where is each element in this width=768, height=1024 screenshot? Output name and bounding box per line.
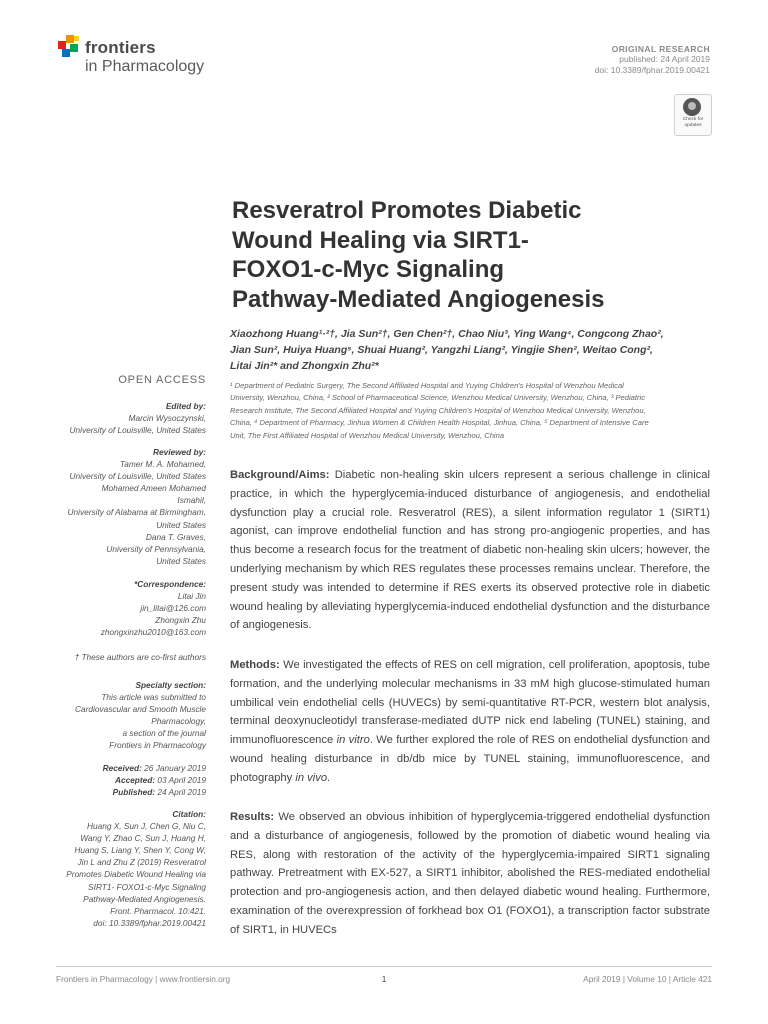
check-updates-icon bbox=[683, 98, 701, 116]
dates-section: Received: 26 January 2019 Accepted: 03 April 2019 Published: 24 April 2019 bbox=[102, 763, 206, 798]
citation-section: Citation: Huang X, Sun J, Chen G, Niu C, Wang Y, Zhao C, Sun J, Huang H, Huang S, Liang Y, Shen Y, Cong W, Jin L and Zhu Z (2019) Resveratrol Promotes Diabetic Wound Healing via SIRT1- FOXO1-c-Myc Signaling Pathway-Mediated Angiogenesis. Front. Pharmacol. 10:421. doi: 10.3389/fphar.2019.00421 bbox=[66, 809, 206, 928]
author-list: Xiaozhong Huang¹·²†, Jia Sun²†, Gen Chen²†, Chao Niu³, Ying Wang⁴, Congcong Zhao², Jian Sun², Huiya Huang⁵, Shuai Huang², Yangzhi Liang², Yingjie Shen², Weitao Cong², Litai Jin²* and Zhongxin Zhu²* bbox=[230, 328, 664, 372]
logo-journal-name: in Pharmacology bbox=[85, 58, 205, 75]
abstract-background: Background/Aims: Diabetic non-healing skin ulcers represent a serious challenge in clinical practice, in which the hyperglycemia-induced disturbance of angiogenesis, and endothelial dysfunction play a crucial role. Resveratrol (RES), a silent information regulator 1 (SIRT1) agonist, can improve endothelial function and has strong pro-angiogenic properties, and has thus become a research focus for the treatment of diabetic non-healing skin ulcers; however, the underlying mechanism by which RES regulates these processes remains unclear. Therefore, the present study was intended to determine if RES exerts its observed protective role in diabetic wound healing by alleviating hyperglycemia-induced endothelial dysfunction and the disturbance of angiogenesis. bbox=[230, 469, 710, 632]
footer-divider bbox=[56, 966, 712, 967]
co-first-note: † These authors are co-first authors bbox=[74, 652, 206, 662]
article-doi[interactable]: doi: 10.3389/fphar.2019.00421 bbox=[594, 65, 710, 75]
article-meta bbox=[450, 44, 710, 76]
journal-logo bbox=[58, 34, 228, 84]
article-type: ORIGINAL RESEARCH bbox=[611, 44, 710, 54]
abstract-results: Results: We observed an obvious inhibition of hyperglycemia-triggered endothelial dysfunction and a disturbance of angiogenesis, followed by the promotion of diabetic wound healing via RES, along with restoration of the activity of the hyperglycemia-impaired SIRT1 signaling pathway. Pretreatment with EX-527, a SIRT1 inhibitor, abolished the RES-mediated endothelial protection and pro-angiogenesis action, and then delayed diabetic wound healing. Furthermore, examination of the overexpression of forkhead box O1 (FOXO1), a transcription factor substrate of SIRT1, in HUVECs bbox=[230, 811, 711, 936]
reviewed-by-section: Reviewed by: Tamer M. A. Mohamed, University of Louisville, United States Mohamed Ameen Mohamed Ismahil, University of Alabama at Birmingham, United States Dana T. Graves, University of Pennsylvania, United States bbox=[67, 447, 206, 566]
article-title: Resveratrol Promotes Diabetic Wound Healing via SIRT1- FOXO1-c-Myc Signaling Pathway-Mediated Angiogenesis bbox=[232, 197, 605, 313]
check-for-updates-badge[interactable]: Check for updates bbox=[674, 94, 712, 136]
specialty-section: Specialty section: This article was submitted to Cardiovascular and Smooth Muscle Pharmacology, a section of the journal Frontiers in Pharmacology bbox=[75, 680, 206, 751]
affiliations: ¹ Department of Pediatric Surgery, The Second Affiliated Hospital and Yuying Children's Hospital of Wenzhou Medical University, Wenzhou, China, ² School of Pharmaceutical Science, Wenzhou Medical University, Wenzhou, China, ³ Pediatric Research Institute, The Second Affiliated Hospital and Yuying Children's Hospital of Wenzhou Medical University, Wenzhou, China, ⁴ Department of Pharmacy, Jinhua Women & Children Health Hospital, Jinhua, China, ⁵ Department of Intensive Care Unit, The First Affiliated Hospital of Wenzhou Medical University, Wenzhou, China bbox=[230, 381, 649, 440]
email-link[interactable]: jin_litai@126.com bbox=[140, 603, 206, 614]
page-number: 1 bbox=[381, 974, 387, 984]
frontiers-logo-icon bbox=[58, 34, 82, 58]
published-date: published: 24 April 2019 bbox=[619, 54, 710, 64]
email-link[interactable]: zhongxinzhu2010@163.com bbox=[100, 627, 206, 638]
footer-journal-link[interactable]: Frontiers in Pharmacology | www.frontiersin.org bbox=[56, 974, 231, 984]
abstract-methods: Methods: We investigated the effects of RES on cell migration, cell proliferation, apoptosis, tube formation, and the underlying molecular mechanisms in 33 mM high glucose-stimulated human umbilical vein endothelial cells (HUVECs) by semi-quantitative RT-PCR, western blot analysis, terminal deoxynucleotidyl transferase-mediated dUTP nick end labeling (TUNEL) staining, and immunofluorescence in vitro. We further explored the role of RES on endothelial dysfunction and wound healing disturbance in db/db mice by TUNEL staining, immunofluorescence, and photography in vivo. bbox=[230, 659, 711, 784]
footer-volume-info: April 2019 | Volume 10 | Article 421 bbox=[583, 974, 712, 984]
logo-wordmark: frontiers bbox=[85, 38, 156, 57]
open-access-label: OPEN ACCESS bbox=[118, 374, 206, 386]
correspondence-section: *Correspondence: Litai Jin jin_litai@126.com Zhongxin Zhu zhongxinzhu2010@163.com bbox=[56, 578, 206, 638]
edited-by-section: Edited by: Marcin Wysoczynski, University of Louisville, United States bbox=[69, 401, 206, 436]
